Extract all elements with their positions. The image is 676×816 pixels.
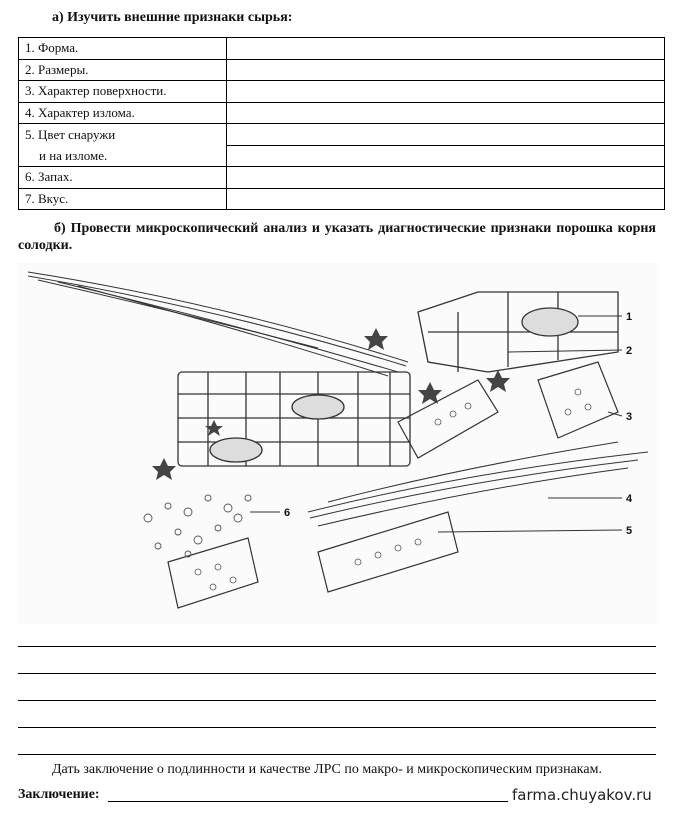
property-label-taste: 7. Вкус. bbox=[19, 188, 227, 210]
answer-line[interactable] bbox=[18, 673, 656, 674]
watermark: farma.chuyakov.ru bbox=[512, 786, 652, 804]
figure-label-6: 6 bbox=[284, 507, 291, 519]
property-label-shape: 1. Форма. bbox=[19, 38, 227, 60]
property-value-color-outside[interactable] bbox=[227, 124, 665, 146]
property-value-taste[interactable] bbox=[227, 188, 665, 210]
section-a-heading: а) Изучить внешние признаки сырья: bbox=[52, 10, 293, 25]
property-label-color-fracture: и на изломе. bbox=[19, 145, 227, 167]
answer-line[interactable] bbox=[18, 754, 656, 755]
licorice-root-powder-micrograph bbox=[18, 262, 658, 624]
property-value-shape[interactable] bbox=[227, 38, 665, 60]
figure-label-2: 2 bbox=[626, 345, 633, 357]
conclusion-instruction: Дать заключение о подлинности и качестве ЛРС по макро- и микроскопическим признакам. bbox=[52, 762, 602, 777]
figure-label-5: 5 bbox=[626, 525, 633, 537]
table-row bbox=[19, 124, 665, 146]
table-row bbox=[19, 38, 665, 60]
answer-line[interactable] bbox=[18, 646, 656, 647]
property-label-odor: 6. Запах. bbox=[19, 167, 227, 189]
conclusion-input-line[interactable] bbox=[108, 801, 508, 802]
property-value-color-fracture[interactable] bbox=[227, 145, 665, 167]
table-row bbox=[19, 59, 665, 81]
property-label-fracture: 4. Характер излома. bbox=[19, 102, 227, 124]
table-row bbox=[19, 188, 665, 210]
property-label-size: 2. Размеры. bbox=[19, 59, 227, 81]
table-row bbox=[19, 145, 665, 167]
figure-label-4: 4 bbox=[626, 493, 633, 505]
property-value-size[interactable] bbox=[227, 59, 665, 81]
property-value-surface[interactable] bbox=[227, 81, 665, 103]
table-row bbox=[19, 102, 665, 124]
property-value-odor[interactable] bbox=[227, 167, 665, 189]
raw-material-properties-table bbox=[18, 37, 665, 210]
table-row bbox=[19, 81, 665, 103]
table-row bbox=[19, 167, 665, 189]
section-b-heading: б) Провести микроскопический анализ и указать диагностические признаки порошка корня солодки. bbox=[18, 221, 656, 253]
conclusion-label: Заключение: bbox=[18, 787, 100, 802]
property-label-color-outside: 5. Цвет снаружи bbox=[19, 124, 227, 146]
property-label-surface: 3. Характер поверхности. bbox=[19, 81, 227, 103]
figure-label-1: 1 bbox=[626, 311, 633, 323]
figure-label-3: 3 bbox=[626, 411, 633, 423]
answer-line[interactable] bbox=[18, 727, 656, 728]
property-value-fracture[interactable] bbox=[227, 102, 665, 124]
answer-line[interactable] bbox=[18, 700, 656, 701]
